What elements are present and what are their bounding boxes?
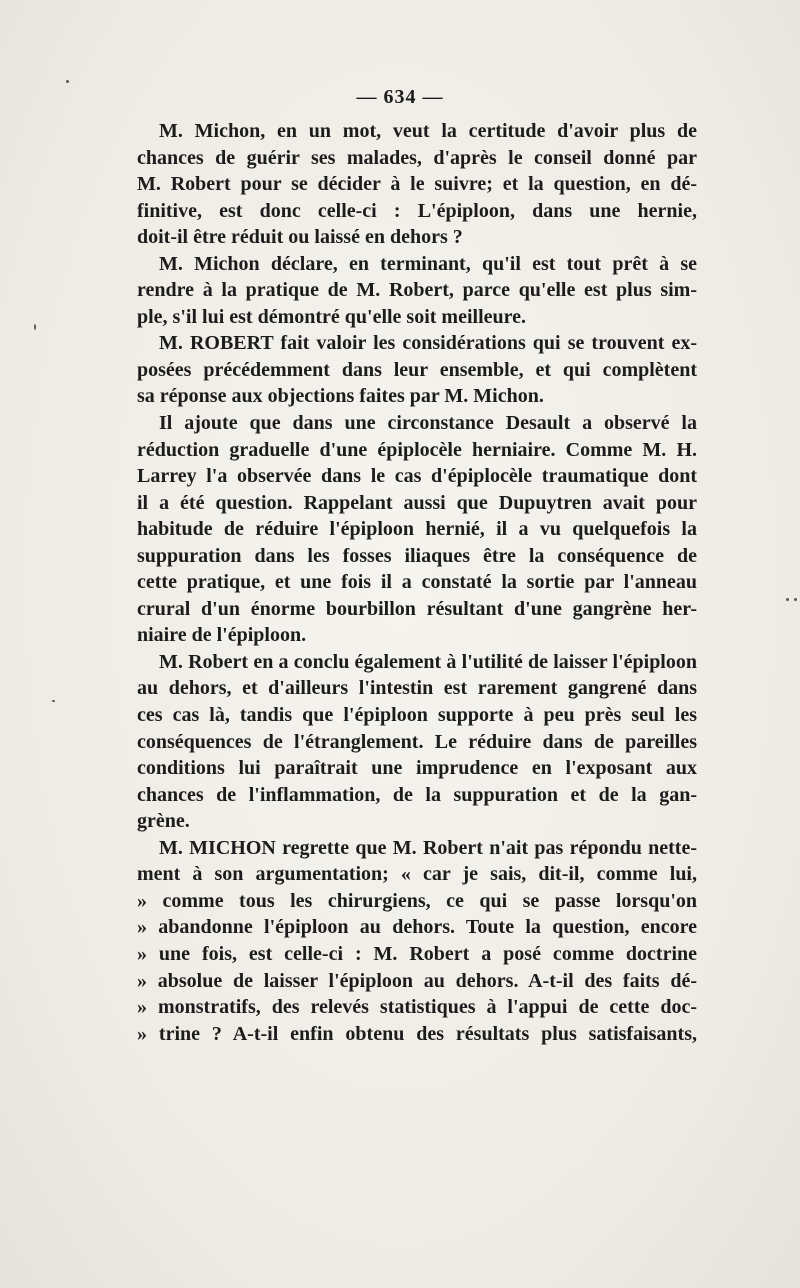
- text-line: M. ROBERT fait valoir les considérations qui se trouvent ex-: [159, 332, 697, 355]
- text-line: ces cas là, tandis que l'épiploon supporte à peu près seul les: [137, 704, 697, 727]
- paragraph: [137, 649, 697, 835]
- page-number: — 634 —: [356, 86, 444, 108]
- text-line: M. Michon, en un mot, veut la certitude d'avoir plus de: [159, 120, 697, 142]
- paragraph: [137, 835, 697, 1047]
- text-line: » trine ? A-t-il enfin obtenu des résultats plus satisfaisants,: [137, 1022, 697, 1045]
- text-line: crural d'un énorme bourbillon résultant d'une gangrène her-: [137, 597, 697, 620]
- text-line: suppuration dans les fosses iliaques être la conséquence de: [137, 544, 697, 567]
- text-line: M. Michon déclare, en terminant, qu'il est tout prêt à se: [159, 252, 697, 275]
- text-line: conditions lui paraîtrait une imprudence en l'exposant aux: [137, 757, 697, 780]
- text-line: au dehors, et d'ailleurs l'intestin est rarement gangrené dans: [137, 677, 697, 700]
- paragraph: [137, 251, 697, 331]
- text-line: niaire de l'épiploon.: [137, 624, 307, 647]
- text-line: chances de guérir ses malades, d'après le conseil donné par: [137, 146, 697, 169]
- text-line: Larrey l'a observée dans le cas d'épiplocèle traumatique dont: [137, 465, 697, 488]
- text-line: M. Robert pour se décider à le suivre; et la question, en dé-: [137, 173, 697, 196]
- scan-speck: [66, 80, 69, 83]
- text-line: » une fois, est celle-ci : M. Robert a posé comme doctrine: [137, 942, 697, 965]
- text-line: sa réponse aux objections faites par M. Michon.: [137, 385, 544, 408]
- text-line: » monstratifs, des relevés statistiques à l'appui de cette doc-: [137, 996, 697, 1019]
- text-line: cette pratique, et une fois il a constaté la sortie par l'anneau: [137, 571, 697, 594]
- text-line: grène.: [137, 810, 190, 833]
- text-line: » abandonne l'épiploon au dehors. Toute la question, encore: [137, 916, 697, 939]
- text-line: ment à son argumentation; « car je sais, dit-il, comme lui,: [137, 863, 697, 886]
- paragraph: [137, 330, 697, 410]
- text-line: chances de l'inflammation, de la suppuration et de la gan-: [137, 783, 697, 806]
- text-line: réduction graduelle d'une épiplocèle herniaire. Comme M. H.: [137, 438, 697, 461]
- scan-speck: [794, 598, 797, 601]
- text-line: » comme tous les chirurgiens, ce qui se passe lorsqu'on: [137, 889, 697, 912]
- text-line: il a été question. Rappelant aussi que Dupuytren avait pour: [137, 491, 697, 514]
- text-line: ple, s'il lui est démontré qu'elle soit meilleure.: [137, 305, 527, 328]
- text-line: » absolue de laisser l'épiploon au dehors. A-t-il des faits dé-: [137, 969, 697, 992]
- scan-speck: [34, 324, 36, 330]
- text-line: Il ajoute que dans une circonstance Desault a observé la: [159, 412, 697, 435]
- text-line: habitude de réduire l'épiploon hernié, il a vu quelquefois la: [137, 518, 697, 541]
- text-line: posées précédemment dans leur ensemble, et qui complètent: [137, 358, 697, 381]
- body-text: [137, 118, 697, 1047]
- scan-speck: [52, 700, 55, 702]
- paragraph: [137, 410, 697, 649]
- scan-speck: [786, 598, 789, 601]
- text-line: conséquences de l'étranglement. Le réduire dans de pareilles: [137, 730, 697, 753]
- paragraph: [137, 118, 697, 251]
- text-line: M. Robert en a conclu également à l'utilité de laisser l'épiploon: [159, 650, 697, 673]
- text-line: finitive, est donc celle-ci : L'épiploon, dans une hernie,: [137, 199, 697, 222]
- text-line: rendre à la pratique de M. Robert, parce qu'elle est plus sim-: [137, 279, 697, 302]
- text-line: M. MICHON regrette que M. Robert n'ait pas répondu nette-: [159, 836, 697, 859]
- text-line: doit-il être réduit ou laissé en dehors ?: [137, 226, 463, 249]
